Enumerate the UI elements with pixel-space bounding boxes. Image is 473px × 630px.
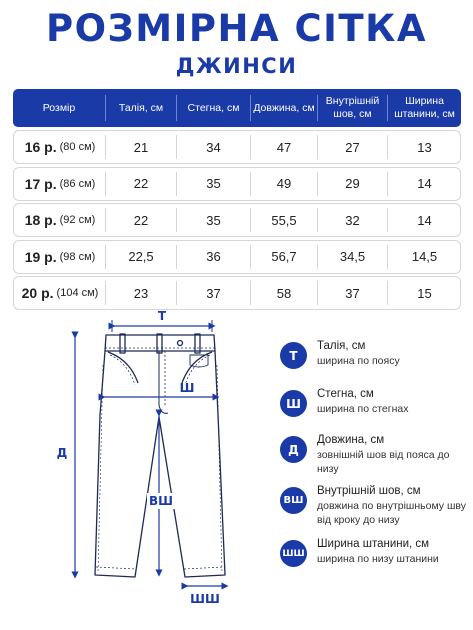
size-note: (92 см) — [59, 214, 96, 226]
table-cell: 47 — [276, 139, 292, 155]
legend-title: Довжина, см — [317, 434, 385, 446]
table-row — [13, 130, 461, 164]
hips-badge-icon: Ш — [280, 390, 307, 417]
label-t: Т — [157, 309, 167, 323]
header-size: Розмір — [42, 101, 76, 114]
jeans-outline — [95, 334, 225, 577]
size-label: 17 р. — [24, 175, 57, 192]
label-shsh: ШШ — [190, 592, 220, 606]
size-note: (86 см) — [59, 177, 96, 190]
legend-desc: ширина по поясу — [317, 355, 400, 367]
table-cell: 58 — [276, 285, 292, 301]
table-cell: 35 — [206, 176, 221, 191]
size-label: 20 р. — [21, 285, 54, 301]
legend-title: Талія, см — [317, 340, 366, 352]
legend-desc: зовнішній шов від пояса до низу — [317, 449, 450, 475]
table-cell: 35 — [206, 212, 221, 228]
table-cell: 32 — [345, 212, 360, 228]
table-cell: 34,5 — [339, 249, 366, 264]
table-cell: 14 — [417, 176, 432, 191]
waist-badge-icon: Т — [280, 342, 307, 369]
table-row — [13, 240, 461, 274]
table-cell: 49 — [276, 176, 292, 191]
header-length: Довжина, см — [253, 101, 315, 114]
table-cell: 56,7 — [271, 249, 297, 264]
table-cell: 21 — [133, 139, 149, 155]
table-cell: 23 — [133, 285, 149, 301]
page-title: РОЗМІРНА СІТКА — [45, 7, 428, 50]
length-badge-icon: Д — [280, 436, 307, 463]
size-cell — [14, 241, 106, 273]
size-cell — [14, 168, 106, 200]
jeans-diagram — [40, 305, 260, 620]
header-inseam: Внутрішній шов, см — [325, 95, 380, 120]
table-cell: 34 — [206, 139, 221, 155]
legend-title: Внутрішній шов, см — [317, 485, 421, 497]
page-subtitle: ДЖИНСИ — [175, 54, 298, 78]
legend-desc: ширина по стегнах — [317, 403, 409, 415]
legend-desc: ширина по низу штанини — [317, 553, 439, 565]
table-cell: 37 — [206, 285, 221, 301]
header-hips: Стегна, см — [187, 101, 240, 114]
table-cell: 14,5 — [411, 249, 438, 264]
table-cell: 22 — [133, 212, 149, 228]
table-cell: 37 — [345, 285, 360, 301]
table-cell: 13 — [417, 139, 432, 155]
table-cell: 36 — [206, 249, 221, 264]
table-cell: 15 — [417, 285, 432, 301]
header-leg-width: Ширина штанини, см — [394, 95, 455, 120]
size-note: (80 см) — [59, 141, 96, 153]
table-cell: 29 — [345, 176, 360, 191]
legend-title: Стегна, см — [317, 388, 374, 400]
legend-desc: довжина по внутрішньому шву від кроку до низу — [317, 500, 466, 526]
table-row — [13, 167, 461, 201]
label-sh: Ш — [179, 381, 195, 395]
table-cell: 14 — [417, 212, 432, 228]
size-label: 18 р. — [24, 212, 57, 228]
table-row — [13, 203, 461, 237]
inseam-badge-icon: ВШ — [280, 487, 307, 514]
size-note: (98 см) — [59, 250, 96, 263]
table-cell: 22,5 — [128, 249, 154, 264]
legend-title: Ширина штанини, см — [317, 538, 430, 550]
size-note: (104 см) — [56, 287, 99, 299]
table-cell: 55,5 — [271, 212, 297, 228]
label-d: Д — [56, 446, 68, 460]
table-cell: 22 — [133, 176, 149, 191]
header-waist: Талія, см — [118, 101, 164, 114]
table-cell: 27 — [345, 139, 360, 155]
size-label: 16 р. — [24, 139, 57, 155]
size-cell — [14, 131, 106, 163]
size-label: 19 р. — [24, 248, 57, 265]
size-table-header — [13, 89, 461, 127]
size-cell — [14, 204, 106, 236]
leg-width-badge-icon: ШШ — [280, 540, 307, 567]
label-vsh: ВШ — [149, 494, 173, 508]
